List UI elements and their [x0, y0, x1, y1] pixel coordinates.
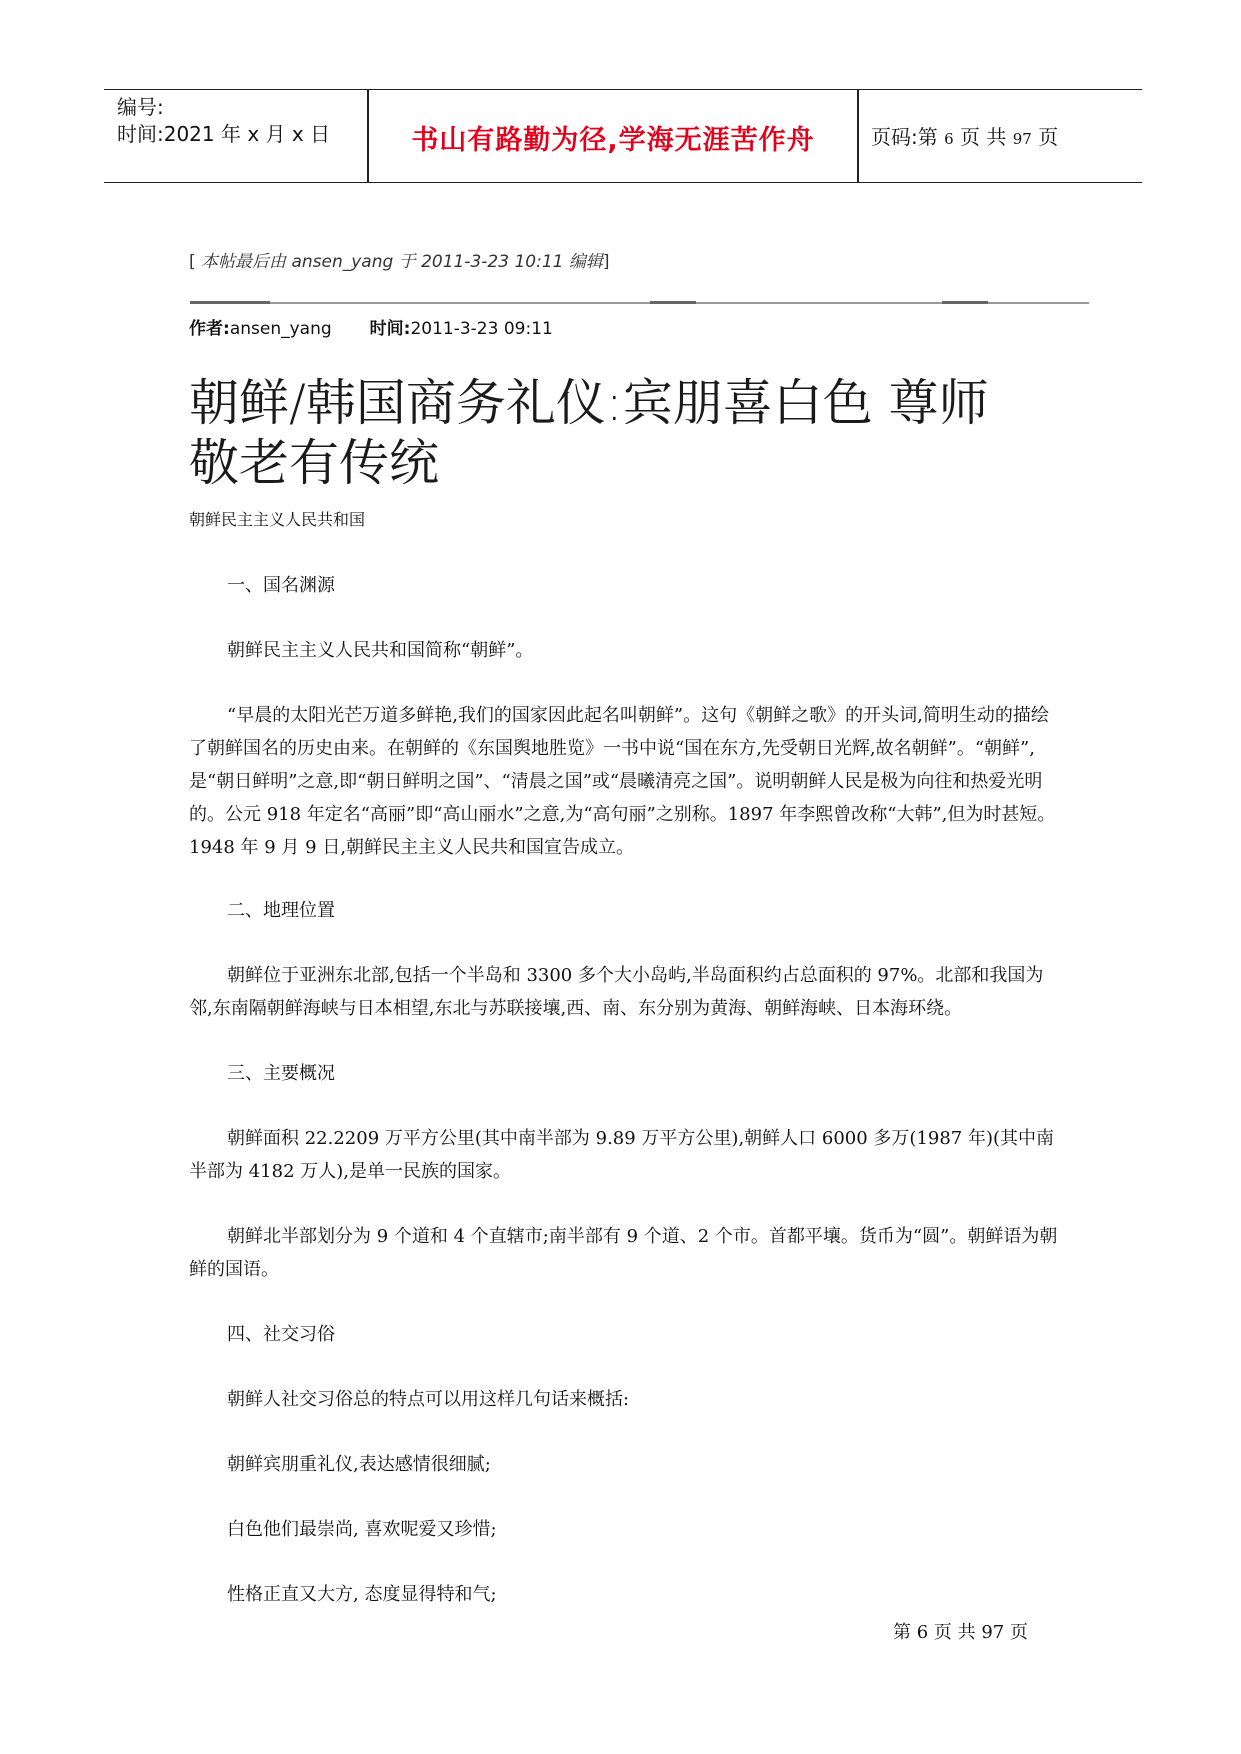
paragraph: 一、国名渊源 [227, 575, 335, 596]
header-divider [857, 90, 859, 182]
paragraph: 朝鲜人社交习俗总的特点可以用这样几句话来概括: [227, 1389, 630, 1410]
paragraph: 朝鲜民主主义人民共和国简称“朝鲜”。 [227, 640, 534, 661]
author-label: 作者: [189, 319, 230, 339]
page-footer: 第 6 页 共 97 页 [893, 1622, 1028, 1643]
header-motto: 书山有路勤为径,学海无涯苦作舟 [411, 125, 815, 156]
author-name: ansen_yang [229, 319, 332, 339]
paragraph: 朝鲜北半部划分为 9 个道和 4 个直辖市;南半部有 9 个道、2 个市。首都平壤。货币为“圆”。朝鲜语为朝鲜的国语。 [189, 1226, 1058, 1280]
paragraph: 朝鲜宾朋重礼仪,表达感情很细腻; [227, 1454, 491, 1475]
paragraph: 二、地理位置 [227, 900, 335, 921]
edit-note-text: 本帖最后由 ansen_yang 于 2011-3-23 10:11 编辑 [195, 252, 603, 272]
paragraph: “早晨的太阳光芒万道多鲜艳,我们的国家因此起名叫朝鲜”。这句《朝鲜之歌》的开头词,简明生动的描绘了朝鲜国名的历史由来。在朝鲜的《东国舆地胜览》一书中说“国在东方,先受朝日光辉,故名朝鲜”。“朝鲜”,是“朝日鲜明”之意,即“朝日鲜明之国”、“清晨之国”或“晨曦清亮之国”。说明朝鲜人民是极为向往和热爱光明的。公元 918 年定名“高丽”即“高山丽水”之意,为“高句丽”之别称。1897 年李熙曾改称“大韩”,但为时甚短。1948 年 9 月 9 日,朝鲜民主主义人民共和国宣告成立。 [189, 705, 1056, 858]
time-label: 时间:2021 年 x 月 x 日 [117, 122, 331, 146]
paragraph: 四、社交习俗 [227, 1324, 335, 1345]
paragraph: 白色他们最崇尚, 喜欢呢爱又珍惜; [227, 1519, 497, 1540]
page-current: 6 [944, 130, 954, 148]
title-line-1: 朝鲜/韩国商务礼仪:宾朋喜白色 尊师 [189, 374, 989, 432]
post-time: 2011-3-23 09:11 [410, 319, 553, 339]
title-line-2: 敬老有传统 [189, 434, 439, 492]
number-label: 编号: [117, 95, 164, 119]
article-subtitle: 朝鲜民主主义人民共和国 [189, 510, 366, 529]
separator-accent [942, 301, 988, 304]
page-label-mid: 页 共 [960, 125, 1007, 149]
page-total: 97 [1012, 130, 1032, 148]
paragraph: 性格正直又大方, 态度显得特和气; [227, 1584, 497, 1605]
post-meta [189, 314, 553, 339]
edit-note [189, 247, 610, 272]
header-left-cell [117, 94, 357, 148]
paragraph: 三、主要概况 [227, 1063, 335, 1084]
edit-note-open: [ [189, 252, 196, 272]
header-page-info [871, 121, 1141, 150]
separator-accent [190, 301, 270, 304]
page-header [104, 89, 1142, 183]
time-label: 时间: [369, 319, 411, 339]
page-label-suffix: 页 [1038, 125, 1059, 149]
paragraph: 朝鲜位于亚洲东北部,包括一个半岛和 3300 多个大小岛屿,半岛面积约占总面积的 97%。北部和我国为邻,东南隔朝鲜海峡与日本相望,东北与苏联接壤,西、南、东分别为黄海、朝鲜海峡、日本海环绕。 [189, 965, 1044, 1019]
separator-accent [650, 301, 696, 304]
edit-note-close: ] [602, 252, 610, 272]
page-label-prefix: 页码:第 [871, 125, 938, 149]
paragraph: 朝鲜面积 22.2209 万平方公里(其中南半部为 9.89 万平方公里),朝鲜人口 6000 多万(1987 年)(其中南半部为 4182 万人),是单一民族的国家。 [189, 1128, 1055, 1182]
article-title [189, 373, 1079, 493]
